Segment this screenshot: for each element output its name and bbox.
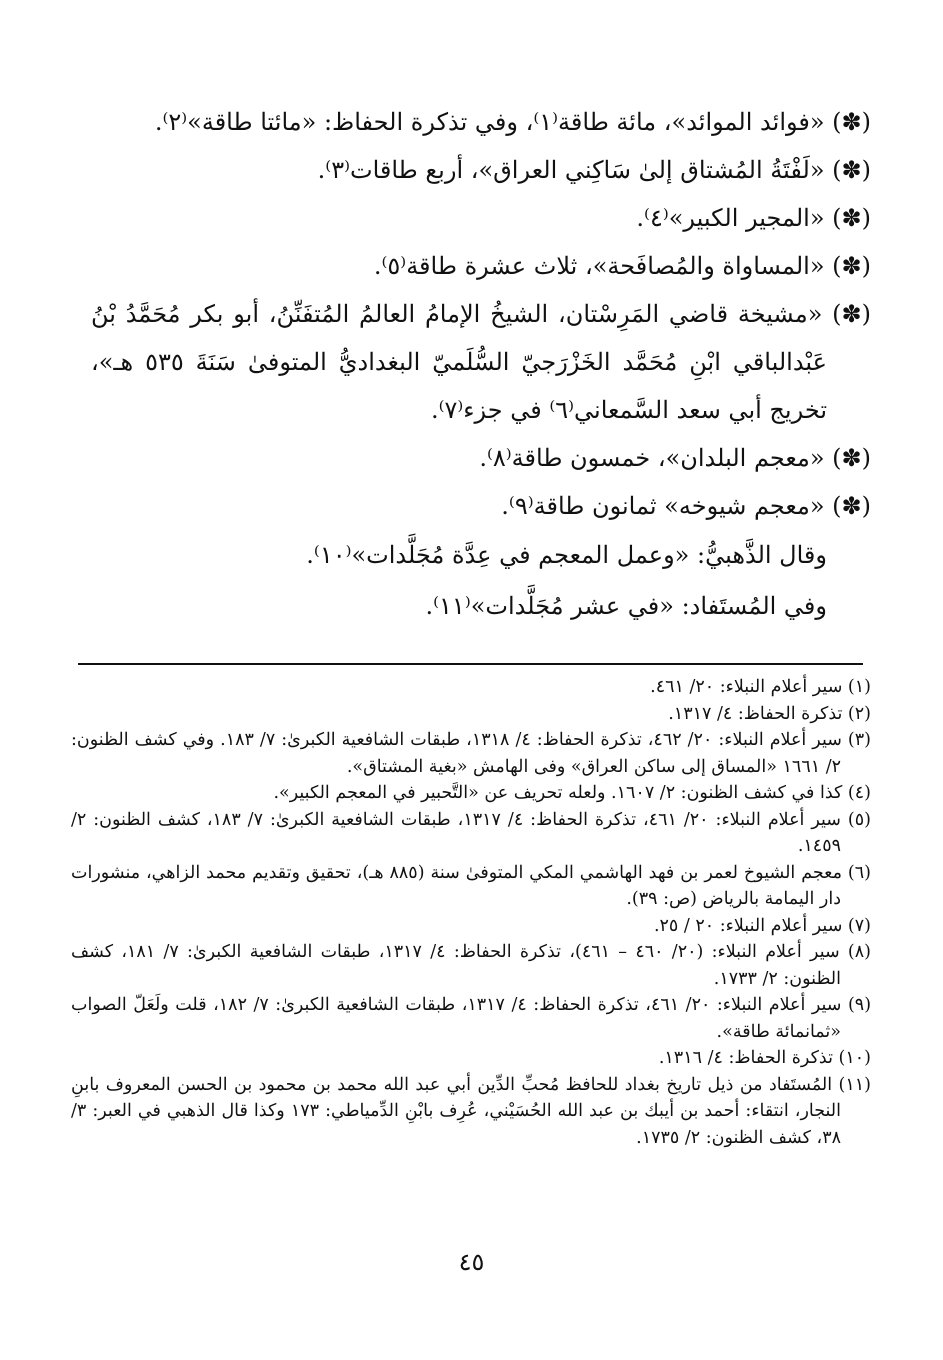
footnote-1: (١) سير أعلام النبلاء: ٢٠/ ٤٦١.: [650, 677, 871, 697]
entry-laftat-almushtaq: (✽) «لَفْتَةُ المُشتاق إلىٰ سَاكِني العراق»، أربع طاقات⁽٣⁾.: [317, 156, 871, 184]
footnote-3: (٣) سير أعلام النبلاء: ٢٠/ ٤٦٢، تذكرة الحفاظ: ٤/ ١٣١٨، طبقات الشافعية الكبرىٰ: ٧/ ١٨٣. وفي كشف الظنون: ٢/ ١٦٦١ «المساق إلى ساكن العراق» وفى الهامش «بغية المشتاق».: [71, 730, 871, 777]
page-number: ٤٥: [458, 1248, 485, 1276]
footnote-divider: [78, 663, 863, 665]
entry-mashyakha: (✽) «مشيخة قاضي المَرِسْتان، الشيخُ الإمامُ العالمُ المُتفَنِّنُ، أبو بكر مُحَمَّدُ بْنُ عَبْدالباقي ابْنِ مُحَمَّد الخَزْرَجيّ السُّلَميّ البغداديُّ المتوفىٰ سَنَةَ ٥٣٥ هـ»، تخريج أبي سعد السَّمعاني⁽٦⁾ في جزء⁽٧⁾.: [91, 300, 871, 424]
entry-fawaid-almawaid: (✽) «فوائد الموائد»، مائة طاقة⁽١⁾، وفي تذكرة الحفاظ: «مائتا طاقة»⁽٢⁾.: [154, 108, 871, 136]
quote-dhahabi: وقال الذَّهبيُّ: «وعمل المعجم في عِدَّة مُجَلَّدات»⁽١٠⁾.: [306, 541, 827, 569]
footnote-8: (٨) سير أعلام النبلاء: (٢٠/ ٤٦٠ – ٤٦١)، تذكرة الحفاظ: ٤/ ١٣١٧، طبقات الشافعية الكبرىٰ: ٧/ ١٨١، كشف الظنون: ٢/ ١٧٣٣.: [71, 942, 871, 989]
footnote-9: (٩) سير أعلام النبلاء: ٢٠/ ٤٦١، تذكرة الحفاظ: ٤/ ١٣١٧، طبقات الشافعية الكبرىٰ: ٧/ ١٨٢، قلت ولَعَلّ الصواب «ثمانمائة طاقة».: [71, 995, 872, 1042]
entry-almusawat: (✽) «المساواة والمُصافَحة»، ثلاث عشرة طاقة⁽٥⁾.: [373, 252, 871, 280]
footnote-5: (٥) سير أعلام النبلاء: ٢٠/ ٤٦١، تذكرة الحفاظ: ٤/ ١٣١٧، طبقات الشافعية الكبرىٰ: ٧/ ١٨٣، كشف الظنون: ٢/ ١٤٥٩.: [71, 809, 871, 856]
entry-almujir-alkabir: (✽) «المجير الكبير»⁽٤⁾.: [636, 204, 871, 232]
footnote-11: (١١) المُستَفاد من ذيل تاريخ بغداد للحافظ مُحبِّ الدِّين أبي عبد الله محمد بن محمود بن الحسن المعروف بابنِ النجار، انتقاء: أحمد بن أيبك بن عبد الله الحُسَيْني، عُرِف بابْنِ الدِّمياطي: ١٧٣ وكذا قال الذهبي في العبر: ٣/ ٣٨، كشف الظنون: ٢/ ١٧٣٥.: [71, 1074, 871, 1148]
footnote-6: (٦) معجم الشيوخ لعمر بن فهد الهاشمي المكي المتوفىٰ سنة (٨٨٥ هـ)، تحقيق وتقديم محمد الزاهي، منشورات دار اليمامة بالرياض (ص: ٣٩).: [71, 862, 871, 909]
entry-mujam-albuldan: (✽) «معجم البلدان»، خمسون طاقة⁽٨⁾.: [479, 444, 871, 472]
footnote-10: (١٠) تذكرة الحفاظ: ٤/ ١٣١٦.: [658, 1048, 871, 1068]
footnote-4: (٤) كذا في كشف الظنون: ٢/ ١٦٠٧. ولعله تحريف عن «التَّحبير في المعجم الكبير».: [273, 783, 871, 803]
quote-mustafad: وفي المُستَفاد: «في عشر مُجَلَّدات»⁽١١⁾.: [425, 592, 827, 620]
entry-mujam-shuyukhih: (✽) «معجم شيوخه» ثمانون طاقة⁽٩⁾.: [501, 492, 871, 520]
main-text: [91, 98, 871, 632]
footnote-2: (٢) تذكرة الحفاظ: ٤/ ١٣١٧.: [668, 703, 871, 724]
footnote-7: (٧) سير أعلام النبلاء: ٢٠ / ٢٥.: [653, 915, 871, 936]
footnotes: [71, 674, 871, 1151]
